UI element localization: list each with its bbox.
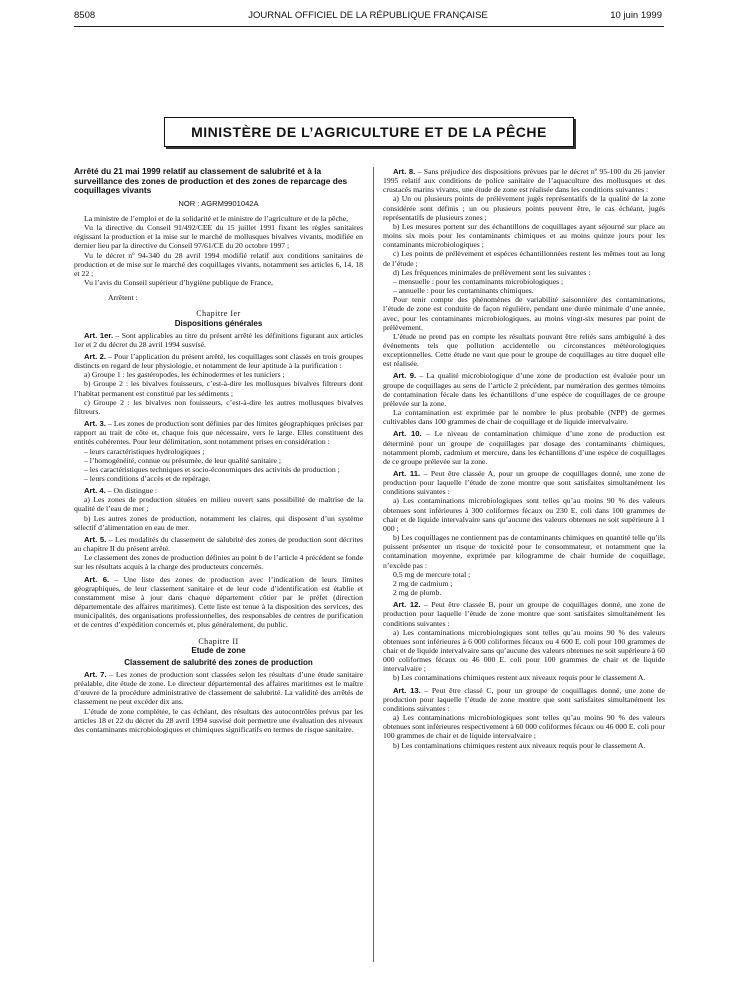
right-paragraph [383,741,665,750]
paragraph-text: Classement de salubrité des zones de production [124,657,313,667]
left-paragraph [74,474,363,483]
paragraph-text: b) Les coquillages ne contiennent pas de contaminants chimiques en quantité telle qu’ils puissent présenter un risque de toxicité pour le consommateur, et notamment que la contamination moyenne, exprimée par kilogramme de chair humide de coquillage, n’excède pas : [383,533,665,570]
article-number: Art. 4. [84,486,106,496]
paragraph-text: – Peut être classée A, pour un groupe de coquillages donné, une zone de production pour laquelle l’étude de zone montre que sont satisfaites simultanément les conditions suivantes : [383,469,665,497]
left-paragraph [74,447,363,456]
paragraph-text: – On distingue : [105,486,158,496]
article-number: Art. 5. [84,534,107,544]
paragraph-text: c) Les points de prélèvement et espèces échantillonnées restent les mêmes tout au long de l’étude ; [383,249,665,268]
paragraph-text: – mensuelle : pour les contaminants microbiologiques ; [393,276,564,286]
paragraph-text: b) Groupe 2 : les bivalves fouisseurs, c’est-à-dire les mollusques bivalves filtreurs dont l’habitat permanent est constitué par les sédiments ; [74,379,363,398]
article-number: Art. 10. [393,429,422,439]
paragraph-text: Vu l’avis du Conseil supérieur d’hygiène publique de France, [84,278,273,288]
paragraph-text: – Les modalités du classement de salubrité des zones de production sont décrites au chapitre II du présent arrêté. [74,534,363,554]
paragraph-text: Le classement des zones de production définies au point b de l’article 4 précédent se fonde sur les résultats acquis à la charge des producteurs concernés. [74,553,363,572]
right-paragraph [383,286,665,295]
right-column [383,167,665,750]
right-paragraph [383,371,665,408]
right-paragraph [383,686,665,713]
left-paragraph [74,319,363,328]
left-paragraph [74,575,363,630]
article-number: Art. 8. [393,167,416,176]
right-paragraph [383,600,665,627]
journal-title: JOURNAL OFFICIEL DE LA RÉPUBLIQUE FRANÇAISE [248,10,488,21]
article-number: Art. 2. [84,351,106,361]
left-paragraph [74,514,363,532]
paragraph-text: Dispositions générales [174,318,263,328]
paragraph-text: La contamination est exprimée par le nombre le plus probable (NPP) de germes cultivables dans 100 grammes de chair de coquillage et de liquide intervalvaire. [383,408,665,427]
right-paragraph [383,429,665,466]
article-number: Art. 7. [84,669,107,679]
paragraph-text: b) Les mesures portent sur des échantillons de coquillages ayant séjourné sur place au moins six mois pour les contaminants chimiques et au moins quinze jours pour les contaminants microbiologiques ; [383,221,665,250]
article-number: Art. 1er. [84,330,114,340]
right-paragraph [383,408,665,426]
paragraph-text: Pour tenir compte des phénomènes de variabilité saisonnière des contaminations, l’étude de zone est conduite de façon régulière, pendant une durée minimale d’une année, avec, pour les contaminants microbiologiques, au moins vingt-six mesures par point de prélèvement. [383,295,665,332]
left-paragraph [74,214,363,223]
left-paragraph [74,379,363,397]
paragraph-text: 2 mg de plomb. [393,588,442,598]
paragraph-text: Chapitre II [198,636,239,646]
right-paragraph [383,588,665,597]
running-header [74,10,662,26]
right-paragraph [383,268,665,277]
left-paragraph [74,670,363,707]
left-paragraph [74,456,363,465]
left-paragraph [74,309,363,318]
paragraph-text: Arrêté du 21 mai 1999 relatif au classement de salubrité et à la surveillance des zones de production et des zones de reparcage des coquillages vivants [74,166,348,196]
left-paragraph [108,293,363,302]
paragraph-text: – Une liste des zones de production avec l’indication de leurs limites géographiques, de leur classement sanitaire et de leur code d’identification est établie et constamment mise à jour dans chaque département côtier par le préfet (direction départementale des affaires maritimes). Cette liste est tenue à la disposition des services, des municipalités, des organisations professionnelles, des responsables de centres de purification et de centres d’expédition concernés et, plus généralement, du public. [74,574,363,630]
left-paragraph [74,658,363,667]
article-number: Art. 9. [393,371,417,381]
left-paragraph [74,251,363,278]
paragraph-text: La ministre de l’emploi et de la solidarité et le ministre de l’agriculture et de la pêche, [84,213,349,223]
ministry-banner: MINISTÈRE DE L’AGRICULTURE ET DE LA PÊCHE [164,117,574,147]
paragraph-text: b) Les autres zones de production, notamment les claires, qui disposent d’un système sélectif d’alimentation en eau de mer. [74,513,363,532]
article-number: Art. 3. [84,419,106,429]
left-paragraph [74,646,363,655]
paragraph-text: – Les zones de production sont définies par des limites géographiques précises par rapport au trait de côte et, chaque fois que nécessaire, vers le large. Elles constituent des entités cohérentes. Pour leur délimitation, sont notamment prises en considération : [74,419,363,447]
left-paragraph [74,707,363,734]
paragraph-text: a) Les contaminations microbiologiques sont telles qu’au moins 90 % des valeurs obtenues sont inférieures à 6 000 coliformes fécaux ou 4 600 E. coli pour 100 grammes de chair et de liquide intervalvaire sans qu’aucune des valeurs obtenues ne soit supérieure à 60 000 coliformes fécaux ou 46 000 E. coli pour 100 grammes de chair et de liquide intervalvaire ; [383,627,665,674]
paragraph-text: Arrêtent : [108,293,138,303]
paragraph-text: a) Les zones de production situées en milieu ouvert sans possibilité de maîtrise de la qualité de l’eau de mer ; [74,495,363,514]
paragraph-text: – Sont applicables au titre du présent arrêté les définitions figurant aux articles 1er et 2 du décret du 28 avril 1994 susvisé. [74,330,363,349]
paragraph-text: – La qualité microbiologique d’une zone de production est évaluée pour un groupe de coquillages au sens de l’article 2 précédent, par numération des germes témoins de contamination fécale dans les échantillons d’une espèce de coquillages de ce groupe prélevée sur la zone. [383,371,665,408]
paragraph-text: – Les zones de production sont classées selon les résultats d’une étude sanitaire préalable, dite étude de zone. Le directeur départemental des affaires maritimes est le maître d’œuvre de la procédure administrative de classement de salubrité. La validité des arrêtés de classement ne peut excéder dix ans. [74,669,363,707]
paragraph-text: – Peut être classée B, pour un groupe de coquillages donné, une zone de production pour laquelle l’étude de zone montre que sont satisfaites simultanément les conditions suivantes : [383,600,665,628]
left-paragraph [74,419,363,446]
right-paragraph [383,249,665,267]
left-paragraph [74,535,363,553]
right-paragraph [383,194,665,221]
article-number: Art. 12. [393,600,421,610]
paragraph-text: NOR : AGRM9901042A [178,198,259,208]
paragraph-text: L’étude de zone complétée, le cas échéant, des résultats des autocontrôles prévus par les articles 18 et 22 du décret du 28 avril 1994 susvisé doit permettre une évaluation des niveaux des contaminants microbiologiques et chimiques significatifs en termes de risque sanitaire. [74,706,363,734]
left-paragraph [74,223,363,250]
left-paragraph [74,331,363,349]
paragraph-text: Vu le décret nº 94-340 du 28 avril 1994 modifié relatif aux conditions sanitaires de production et de mise sur le marché des coquillages vivants, notamment ses articles 6, 14, 18 et 22 ; [74,250,363,278]
article-number: Art. 13. [393,685,421,695]
header-rule [74,26,664,27]
paragraph-text: Etude de zone [191,645,246,655]
left-paragraph [74,167,363,196]
paragraph-text: a) Un ou plusieurs points de prélèvement jugés représentatifs de la qualité de la zone considérée sont définis ; un ou plusieurs points peuvent être, le cas échéant, jugés représentatifs de plusieurs zones ; [383,194,665,222]
right-paragraph [383,295,665,332]
right-paragraph [383,579,665,588]
left-paragraph [74,199,363,208]
article-number: Art. 6. [84,574,110,584]
paragraph-text: – Sans préjudice des dispositions prévues par le décret nº 95-100 du 26 janvier 1995 relatif aux conditions de police sanitaire de l’aquaculture des mollusques et des crustacés marins vivants, une étude de zone est réalisée dans les conditions suivantes : [383,167,665,195]
right-paragraph [383,332,665,369]
paragraph-text: 0,5 mg de mercure total ; [393,569,471,579]
issue-date: 10 juin 1999 [610,10,662,21]
left-paragraph [74,370,363,379]
paragraph-text: Chapitre Ier [196,309,241,319]
paragraph-text: – Peut être classé C, pour un groupe de coquillages donné, une zone de production pour laquelle l’étude de zone montre que sont satisfaites simultanément les conditions suivantes : [383,685,666,713]
paragraph-text: d) Les fréquences minimales de prélèvement sont les suivantes : [393,267,591,277]
column-divider [373,167,374,962]
paragraph-text: L’étude ne prend pas en compte les résultats pouvant être reliés sans ambiguïté à des événements tels que pollution accidentelle ou circonstances météorologiques exceptionnelles. Cette étude ne vaut que pour le groupe de coquillages au titre duquel elle est réalisée. [383,331,665,369]
paragraph-text: – Pour l’application du présent arrêté, les coquillages sont classés en trois groupes distincts en regard de leur physiologie, et notamment de leur aptitude à la purification : [74,351,363,371]
paragraph-text: – l’homogénéité, connue ou présumée, de leur qualité sanitaire ; [84,455,282,465]
right-paragraph [383,628,665,674]
paragraph-text: – leurs caractéristiques hydrologiques ; [84,446,205,456]
left-paragraph [74,465,363,474]
paragraph-text: Vu la directive du Conseil 91/492/CEE du 15 juillet 1991 fixant les règles sanitaires régissant la production et la mise sur le marché de mollusques bivalves vivants, modifiée en dernier lieu par la directive du Conseil 97/61/CE du 20 octobre 1997 ; [74,223,363,251]
paragraph-text: – les caractéristiques techniques et socio-économiques des activités de production ; [84,464,340,474]
paragraph-text: a) Les contaminations microbiologiques sont telles qu’au moins 90 % des valeurs obtenues sont inférieures respectivement à 60 000 coliformes fécaux ou 46 000 E. coli pour 100 grammes de chair et de liquide intervalvaire ; [383,713,665,741]
page-number: 8508 [74,10,96,21]
right-paragraph [383,570,665,579]
left-paragraph [74,637,363,646]
paragraph-text: – annuelle : pour les contaminants chimiques. [393,286,534,296]
paragraph-text: a) Les contaminations microbiologiques sont telles qu’au moins 90 % des valeurs obtenues sont inférieures à 300 coliformes fécaux ou 230 E. coli dans 100 grammes de chair et de liquide intervalvaire sans qu’aucune des valeurs obtenues ne soit supérieure à 1 000 ; [383,496,665,533]
right-paragraph [383,713,665,740]
right-paragraph [383,222,665,249]
paragraph-text: b) Les contaminations chimiques restent aux niveaux requis pour le classement A. [393,740,646,750]
right-paragraph [383,277,665,286]
right-paragraph [383,533,665,570]
paragraph-text: a) Groupe 1 : les gastéropodes, les échinodermes et les tuniciers ; [84,370,285,380]
left-paragraph [74,398,363,416]
left-column [74,167,363,734]
paragraph-text: b) Les contaminations chimiques restent aux niveaux requis pour le classement A. [393,673,646,683]
left-paragraph [74,278,363,287]
paragraph-text: c) Groupe 2 : les bivalves non fouisseurs, c’est-à-dire les autres mollusques bivalves filtreurs. [74,397,363,416]
right-paragraph [383,496,665,533]
paragraph-text: 2 mg de cadmium ; [393,578,453,588]
left-paragraph [74,486,363,495]
left-paragraph [74,495,363,513]
right-paragraph [383,167,665,194]
right-paragraph [383,673,665,682]
article-number: Art. 11. [393,469,421,478]
left-paragraph [74,553,363,571]
right-paragraph [383,469,665,496]
left-paragraph [74,352,363,370]
paragraph-text: – leurs conditions d’accès et de repérage. [84,474,211,483]
paragraph-text: – Le niveau de contamination chimique d’une zone de production est déterminé pour un groupe de coquillages par dosage des contaminants chimiques, notamment plomb, cadmium et mercure, dans les échantillons d’une espèce de coquillages de ce groupe prélevée sur la zone. [383,429,666,466]
